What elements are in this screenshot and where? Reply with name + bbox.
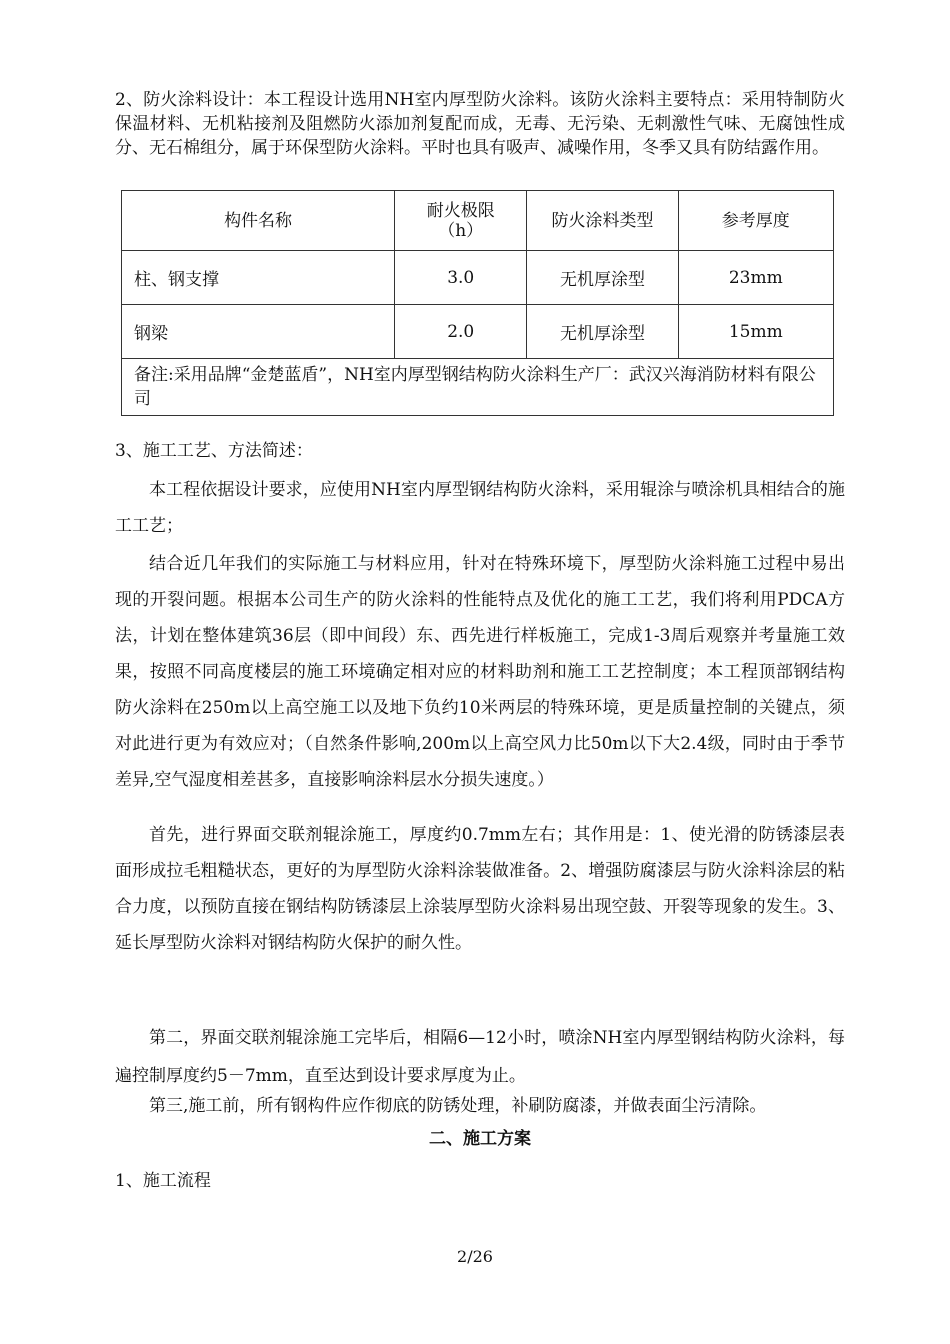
fireproof-coating-design-paragraph: 2、防火涂料设计：本工程设计选用NH室内厚型防火涂料。该防火涂料主要特点：采用特制防火保温材料、无机粘接剂及阻燃防火添加剂复配而成，无毒、无污染、无刺激性气味、无腐蚀性成分、无石棉组分，属于环保型防火涂料。平时也具有吸声、减噪作用，冬季又具有防结露作用。 bbox=[115, 90, 845, 158]
table-row bbox=[122, 251, 834, 305]
table-header-row bbox=[122, 191, 834, 251]
cell-coating-type: 无机厚涂型 bbox=[527, 251, 678, 305]
table-note-row bbox=[122, 359, 834, 416]
cell-thickness: 15mm bbox=[678, 305, 833, 359]
section-3-title: 3、施工工艺、方法简述： bbox=[115, 441, 313, 461]
process-paragraph-1: 本工程依据设计要求，应使用NH室内厚型钢结构防火涂料，采用辊涂与喷涂机具相结合的施工工艺； bbox=[115, 480, 845, 536]
header-component-name: 构件名称 bbox=[122, 191, 395, 251]
cell-coating-type: 无机厚涂型 bbox=[527, 305, 678, 359]
page-number: 2/26 bbox=[457, 1247, 493, 1266]
cell-thickness: 23mm bbox=[678, 251, 833, 305]
subsection-construction-flow: 1、施工流程 bbox=[115, 1171, 211, 1191]
cell-component-name: 钢梁 bbox=[122, 305, 395, 359]
cell-fire-limit: 2.0 bbox=[395, 305, 527, 359]
cell-fire-limit: 3.0 bbox=[395, 251, 527, 305]
header-fire-resistance-limit bbox=[395, 191, 527, 251]
section-heading-construction-plan: 二、施工方案 bbox=[429, 1129, 531, 1149]
process-paragraph-3: 首先，进行界面交联剂辊涂施工，厚度约0.7mm左右；其作用是：1、使光滑的防锈漆层表面形成拉毛粗糙状态，更好的为厚型防火涂料涂装做准备。2、增强防腐漆层与防火涂料涂层的粘合力度，以预防直接在钢结构防锈漆层上涂装厚型防火涂料易出现空鼓、开裂等现象的发生。3、延长厚型防火涂料对钢结构防火保护的耐久性。 bbox=[115, 825, 845, 953]
header-coating-type: 防火涂料类型 bbox=[527, 191, 678, 251]
header-reference-thickness: 参考厚度 bbox=[678, 191, 833, 251]
process-paragraph-4: 第二，界面交联剂辊涂施工完毕后，相隔6—12小时，喷涂NH室内厚型钢结构防火涂料，每遍控制厚度约5－7mm，直至达到设计要求厚度为止。 bbox=[115, 1028, 845, 1086]
process-paragraph-2: 结合近几年我们的实际施工与材料应用，针对在特殊环境下，厚型防火涂料施工过程中易出现的开裂问题。根据本公司生产的防火涂料的性能特点及优化的施工工艺，我们将利用PDCA方法，计划在整体建筑36层（即中间段）东、西先进行样板施工，完成1-3周后观察并考量施工效果，按照不同高度楼层的施工环境确定相对应的材料助剂和施工工艺控制度；本工程顶部钢结构防火涂料在250m以上高空施工以及地下负约10米两层的特殊环境，更是质量控制的关键点，须对此进行更为有效应对；（自然条件影响,200m以上高空风力比50m以下大2.4级，同时由于季节差异,空气湿度相差甚多，直接影响涂料层水分损失速度。） bbox=[115, 554, 845, 790]
table-note: 备注:采用品牌“金楚蓝盾”，NH室内厚型钢结构防火涂料生产厂：武汉兴海消防材料有限公司 bbox=[122, 359, 834, 416]
process-paragraph-5: 第三,施工前，所有钢构件应作彻底的防锈处理，补刷防腐漆，并做表面尘污清除。 bbox=[149, 1096, 767, 1116]
header-limit-unit: （h） bbox=[438, 220, 484, 241]
table-row bbox=[122, 305, 834, 359]
header-limit-label: 耐火极限 bbox=[426, 200, 495, 221]
cell-component-name: 柱、钢支撑 bbox=[122, 251, 395, 305]
coating-spec-table bbox=[121, 190, 834, 416]
